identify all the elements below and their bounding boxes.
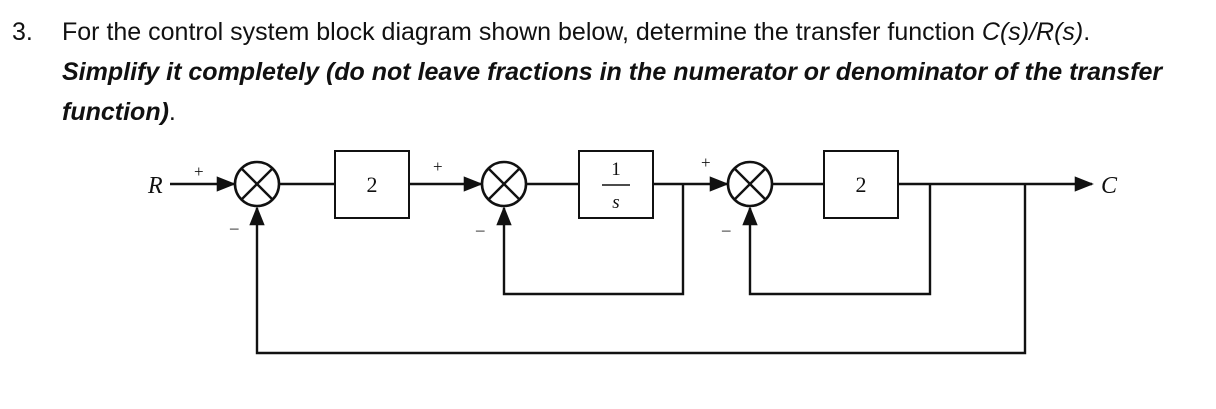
sum-1-plus-sign: + [194, 162, 204, 181]
question-line-1-end: . [1083, 18, 1091, 46]
question-number: 3. [12, 18, 33, 46]
block-2-numerator: 1 [611, 159, 621, 180]
summing-junction-2 [482, 162, 526, 206]
block-3-label: 2 [855, 172, 867, 197]
summing-junction-1 [235, 162, 279, 206]
output-label: C [1101, 173, 1118, 199]
question-line-3-end: . [168, 98, 176, 126]
sum-1-minus-sign: – [230, 218, 239, 237]
summing-junction-3 [728, 162, 772, 206]
sum-2-plus-sign: + [433, 157, 443, 176]
sum-3-minus-sign: – [722, 220, 731, 239]
question-text: For the control system block diagram shown below, determine the transfer function [62, 18, 982, 46]
block-2-denominator: s [612, 192, 620, 213]
sum-2-minus-sign: – [476, 220, 485, 239]
block-1-label: 2 [366, 172, 378, 197]
input-label: R [148, 173, 163, 199]
transfer-function-label: C(s)/R(s) [981, 18, 1084, 46]
question-line-2: Simplify it completely (do not leave fractions in the numerator or denominator of the transfer [62, 58, 1163, 86]
question-line-3-text: function) [62, 98, 169, 126]
sum-3-plus-sign: + [701, 153, 711, 172]
